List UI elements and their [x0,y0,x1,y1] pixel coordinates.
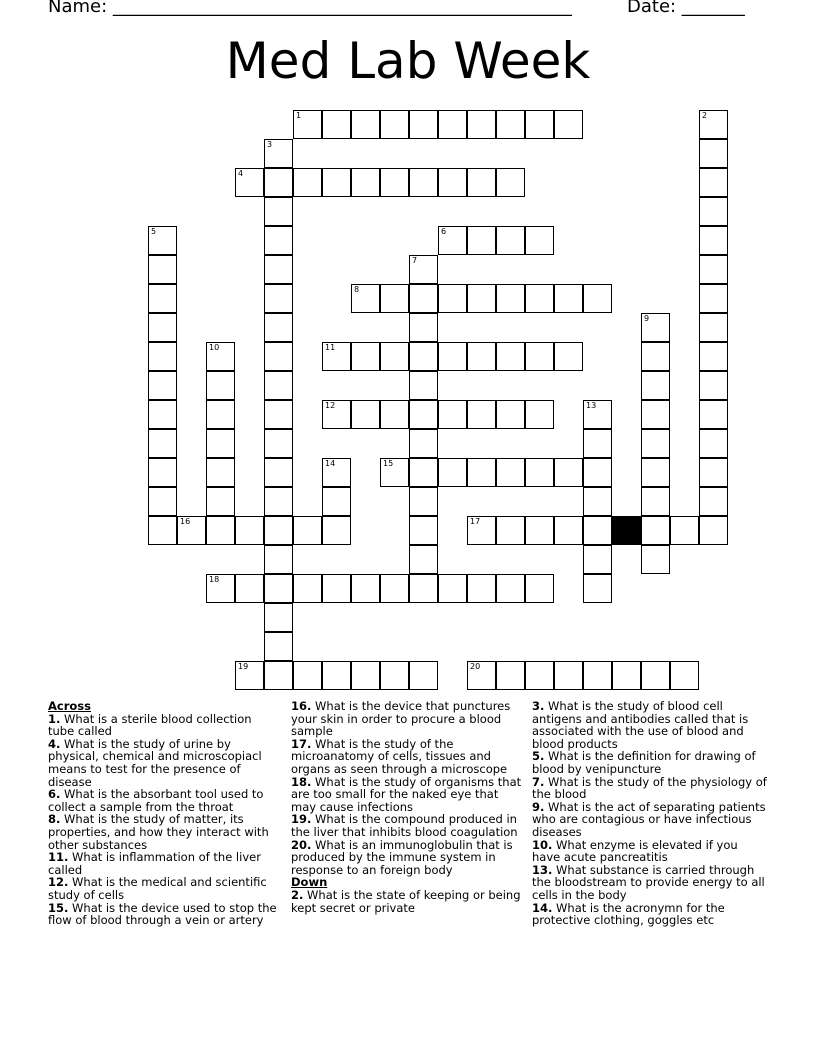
grid-cell[interactable] [699,458,728,487]
grid-cell[interactable] [322,400,351,429]
grid-cell[interactable] [554,284,583,313]
clue-text: What is the device that punctures your skin in order to procure a blood sample [291,699,511,739]
clue-item [291,700,525,738]
clue-text: What is the compound produced in the liver that inhibits blood coagulation [291,812,518,839]
clue-item [48,902,280,927]
clue-number: 4 [238,169,244,178]
grid-cell[interactable] [467,226,496,255]
clue-item [48,851,280,876]
clue-column-3 [532,700,768,927]
grid-cell[interactable] [467,400,496,429]
clue-number-label: 3. [532,699,545,713]
grid-cell[interactable] [409,429,438,458]
clue-number-label: 9. [532,799,545,814]
grid-cell[interactable] [554,110,583,139]
grid-cell[interactable] [438,284,467,313]
grid-cell[interactable] [583,516,612,545]
grid-cell[interactable] [496,516,525,545]
grid-cell[interactable] [496,661,525,690]
grid-cell[interactable] [380,168,409,197]
grid-cell[interactable] [525,110,554,139]
clue-column-2 [291,700,525,914]
grid-cell[interactable] [496,110,525,139]
clue-number: 18 [209,575,220,584]
grid-cell[interactable] [525,516,554,545]
clue-item [532,700,768,750]
down-clue-list [291,889,525,914]
grid-cell[interactable] [409,342,438,371]
grid-cell[interactable] [641,429,670,458]
grid-cell[interactable] [409,313,438,342]
grid-cell[interactable] [699,284,728,313]
grid-cell[interactable] [699,110,728,139]
grid-cell[interactable] [438,458,467,487]
clue-text: What enzyme is elevated if you have acute pancreatitis [532,837,738,865]
grid-cell[interactable] [641,661,670,690]
across-clue-list [48,713,280,927]
grid-cell[interactable] [264,313,293,342]
grid-cell[interactable] [322,458,351,487]
grid-cell[interactable] [641,516,670,545]
grid-cell[interactable] [525,342,554,371]
clue-item [532,864,768,902]
grid-cell[interactable] [409,458,438,487]
grid-cell[interactable] [380,661,409,690]
grid-cell[interactable] [438,110,467,139]
clue-item [291,889,525,914]
grid-cell[interactable] [554,342,583,371]
grid-cell[interactable] [148,516,177,545]
clue-text: What is the acronymn for the protective clothing, goggles etc [532,900,725,928]
grid-cell[interactable] [206,371,235,400]
grid-cell[interactable] [148,284,177,313]
grid-cell[interactable] [148,429,177,458]
grid-cell[interactable] [380,110,409,139]
grid-cell[interactable] [206,458,235,487]
grid-cell[interactable] [148,371,177,400]
grid-cell[interactable] [409,284,438,313]
grid-cell[interactable] [496,400,525,429]
grid-cell[interactable] [351,661,380,690]
grid-cell[interactable] [641,545,670,574]
clue-item [291,738,525,776]
clue-number: 8 [354,285,360,294]
grid-cell[interactable] [409,110,438,139]
grid-cell[interactable] [583,400,612,429]
grid-cell[interactable] [264,284,293,313]
clue-number: 9 [644,314,650,323]
grid-cell[interactable] [554,661,583,690]
grid-cell[interactable] [293,110,322,139]
date-field: Date: _______ [627,0,745,17]
grid-cell[interactable] [264,342,293,371]
grid-cell[interactable] [293,168,322,197]
grid-cell[interactable] [438,342,467,371]
grid-cell[interactable] [525,226,554,255]
grid-cell[interactable] [699,226,728,255]
grid-cell[interactable] [409,168,438,197]
grid-cell[interactable] [467,342,496,371]
grid-cell[interactable] [206,429,235,458]
clue-number-label: 16. [291,699,312,713]
clue-number-label: 6. [48,787,61,802]
clue-item [532,839,768,864]
clue-text: What is the study of blood cell antigens and antibodies called that is associated with the use of blood and blood products [532,699,749,751]
clue-number-label: 15. [48,900,69,915]
grid-cell[interactable] [148,342,177,371]
clue-text: What is the state of keeping or being kept secret or private [291,887,521,915]
grid-cell[interactable] [525,458,554,487]
grid-cell[interactable] [206,516,235,545]
grid-cell[interactable] [438,400,467,429]
grid-cell[interactable] [409,661,438,690]
clue-number: 6 [441,227,447,236]
grid-cell[interactable] [496,574,525,603]
clue-item [532,776,768,801]
grid-cell[interactable] [409,545,438,574]
grid-cell[interactable] [467,284,496,313]
grid-cell[interactable] [467,661,496,690]
grid-cell[interactable] [467,574,496,603]
clue-text: What is the study of the microanatomy of cells, tissues and organs as seen through a microscope [291,736,508,776]
grid-cell[interactable] [699,371,728,400]
grid-cell[interactable] [235,661,264,690]
grid-cell[interactable] [235,574,264,603]
clue-number: 14 [325,459,336,468]
clue-item [48,713,280,738]
grid-cell[interactable] [467,168,496,197]
grid-cell[interactable] [322,342,351,371]
clue-number-label: 12. [48,875,69,890]
grid-cell[interactable] [670,661,699,690]
grid-cell[interactable] [206,487,235,516]
grid-cell[interactable] [641,458,670,487]
grid-cell[interactable] [264,371,293,400]
clue-text: What is the study of urine by physical, chemical and microscopiacl means to test for the presence of disease [48,736,262,789]
grid-cell[interactable] [380,342,409,371]
grid-cell[interactable] [699,168,728,197]
grid-cell[interactable] [264,516,293,545]
grid-cell[interactable] [380,458,409,487]
grid-cell[interactable] [699,342,728,371]
grid-cell[interactable] [525,661,554,690]
clue-item [291,813,525,838]
grid-cell[interactable] [409,255,438,284]
clue-number-label: 10. [532,837,553,852]
clue-number-label: 18. [291,774,312,789]
grid-cell[interactable] [699,255,728,284]
grid-cell[interactable] [264,487,293,516]
clue-number: 3 [267,140,273,149]
across-heading: Across [48,699,91,713]
clue-number-label: 2. [291,887,304,902]
grid-cell[interactable] [264,458,293,487]
grid-cell[interactable] [496,284,525,313]
grid-cell[interactable] [583,661,612,690]
clue-number: 1 [296,111,302,120]
clue-item [48,876,280,901]
clue-text: What is inflammation of the liver called [48,850,261,877]
grid-cell[interactable] [641,487,670,516]
grid-cell[interactable] [380,284,409,313]
grid-cell[interactable] [351,400,380,429]
clue-number-label: 13. [532,862,553,877]
grid-cell[interactable] [322,110,351,139]
grid-cell[interactable] [699,313,728,342]
clue-number-label: 5. [532,749,545,764]
grid-cell[interactable] [467,110,496,139]
grid-cell[interactable] [670,516,699,545]
clue-number: 7 [412,256,418,265]
grid-cell[interactable] [177,516,206,545]
clue-text: What is the medical and scientific study of cells [48,875,267,902]
grid-cell[interactable] [699,516,728,545]
clue-text: What is the study of organisms that are too small for the naked eye that may cause infections [291,774,522,814]
grid-cell[interactable] [264,139,293,168]
grid-cell[interactable] [496,342,525,371]
clue-text: What is the device used to stop the flow of blood through a vein or artery [48,900,277,928]
clue-text: What is the study of matter, its properties, and how they interact with other substances [48,812,269,852]
grid-cell[interactable] [409,487,438,516]
grid-cell[interactable] [264,400,293,429]
grid-cell[interactable] [438,168,467,197]
clue-item [532,801,768,839]
grid-cell[interactable] [264,168,293,197]
black-cell [612,516,641,545]
grid-cell[interactable] [380,400,409,429]
grid-cell[interactable] [322,168,351,197]
grid-cell[interactable] [409,516,438,545]
grid-cell[interactable] [148,313,177,342]
grid-cell[interactable] [148,400,177,429]
grid-cell[interactable] [525,400,554,429]
clue-number-label: 11. [48,850,69,865]
clue-text: What is the act of separating patients who are contagious or have infectious diseases [532,799,766,839]
grid-cell[interactable] [293,574,322,603]
clue-number: 13 [586,401,597,410]
grid-cell[interactable] [264,574,293,603]
clue-number: 12 [325,401,336,410]
grid-cell[interactable] [206,400,235,429]
grid-cell[interactable] [438,226,467,255]
grid-cell[interactable] [438,574,467,603]
clue-number-label: 14. [532,900,553,915]
grid-cell[interactable] [641,400,670,429]
clue-number-label: 7. [532,774,545,789]
across-clue-list-continued [291,700,525,876]
grid-cell[interactable] [641,371,670,400]
clue-number: 11 [325,343,336,352]
clue-column-1 [48,700,280,927]
clue-text: What is the absorbant tool used to collect a sample from the throat [48,787,264,814]
clue-number: 10 [209,343,220,352]
grid-cell[interactable] [409,371,438,400]
grid-cell[interactable] [148,255,177,284]
grid-cell[interactable] [264,545,293,574]
grid-cell[interactable] [641,342,670,371]
grid-cell[interactable] [351,574,380,603]
grid-cell[interactable] [699,487,728,516]
grid-cell[interactable] [206,574,235,603]
grid-cell[interactable] [293,516,322,545]
grid-cell[interactable] [496,226,525,255]
down-heading: Down [291,875,328,890]
grid-cell[interactable] [699,139,728,168]
grid-cell[interactable] [525,284,554,313]
grid-cell[interactable] [583,284,612,313]
grid-cell[interactable] [264,429,293,458]
grid-cell[interactable] [264,226,293,255]
clue-number: 17 [470,517,481,526]
grid-cell[interactable] [322,516,351,545]
grid-cell[interactable] [467,516,496,545]
grid-cell[interactable] [583,487,612,516]
grid-cell[interactable] [264,255,293,284]
clue-item [532,750,768,775]
grid-cell[interactable] [583,574,612,603]
grid-cell[interactable] [351,342,380,371]
name-field: Name: ___________________________________________________ [48,0,572,17]
grid-cell[interactable] [583,429,612,458]
clue-text: What is a sterile blood collection tube called [48,711,252,739]
grid-cell[interactable] [496,458,525,487]
grid-cell[interactable] [699,197,728,226]
grid-cell[interactable] [554,516,583,545]
clue-number: 19 [238,662,249,671]
clue-text: What is the study of the physiology of the blood [532,774,767,802]
grid-cell[interactable] [525,574,554,603]
down-clue-list-continued [532,700,768,927]
grid-cell[interactable] [206,342,235,371]
clue-number: 20 [470,662,481,671]
clue-number: 16 [180,517,191,526]
clue-text: What is an immunoglobulin that is produced by the immune system in response to an foreign body [291,837,513,877]
grid-cell[interactable] [496,168,525,197]
grid-cell[interactable] [409,574,438,603]
grid-cell[interactable] [351,110,380,139]
clue-text: What is the definition for drawing of blood by venipuncture [532,749,756,776]
grid-cell[interactable] [380,574,409,603]
grid-cell[interactable] [235,168,264,197]
grid-cell[interactable] [467,458,496,487]
grid-cell[interactable] [148,487,177,516]
grid-cell[interactable] [554,458,583,487]
clue-text: What substance is carried through the bloodstream to provide energy to all cells in the body [532,862,765,902]
grid-cell[interactable] [641,313,670,342]
grid-cell[interactable] [293,661,322,690]
clue-item [291,776,525,814]
grid-cell[interactable] [148,226,177,255]
clue-number: 5 [151,227,157,236]
clue-number-label: 17. [291,736,312,751]
grid-cell[interactable] [409,400,438,429]
clue-item [48,738,280,788]
grid-cell[interactable] [235,516,264,545]
clue-item [532,902,768,927]
clue-item [48,788,280,813]
grid-cell[interactable] [351,168,380,197]
grid-cell[interactable] [583,545,612,574]
grid-cell[interactable] [264,197,293,226]
page-title: Med Lab Week [225,32,591,90]
grid-cell[interactable] [322,487,351,516]
grid-cell[interactable] [264,661,293,690]
clue-number-label: 1. [48,711,61,726]
clue-item [291,839,525,877]
clue-number-label: 4. [48,736,61,751]
clue-number-label: 8. [48,812,61,827]
clue-number: 15 [383,459,394,468]
grid-cell[interactable] [699,400,728,429]
grid-cell[interactable] [351,284,380,313]
grid-cell[interactable] [322,661,351,690]
grid-cell[interactable] [148,458,177,487]
grid-cell[interactable] [612,661,641,690]
grid-cell[interactable] [583,458,612,487]
grid-cell[interactable] [699,429,728,458]
grid-cell[interactable] [264,603,293,632]
grid-cell[interactable] [322,574,351,603]
grid-cell[interactable] [264,632,293,661]
clue-item [48,813,280,851]
clue-number-label: 19. [291,812,312,827]
clue-number: 2 [702,111,708,120]
clue-number-label: 20. [291,837,312,852]
